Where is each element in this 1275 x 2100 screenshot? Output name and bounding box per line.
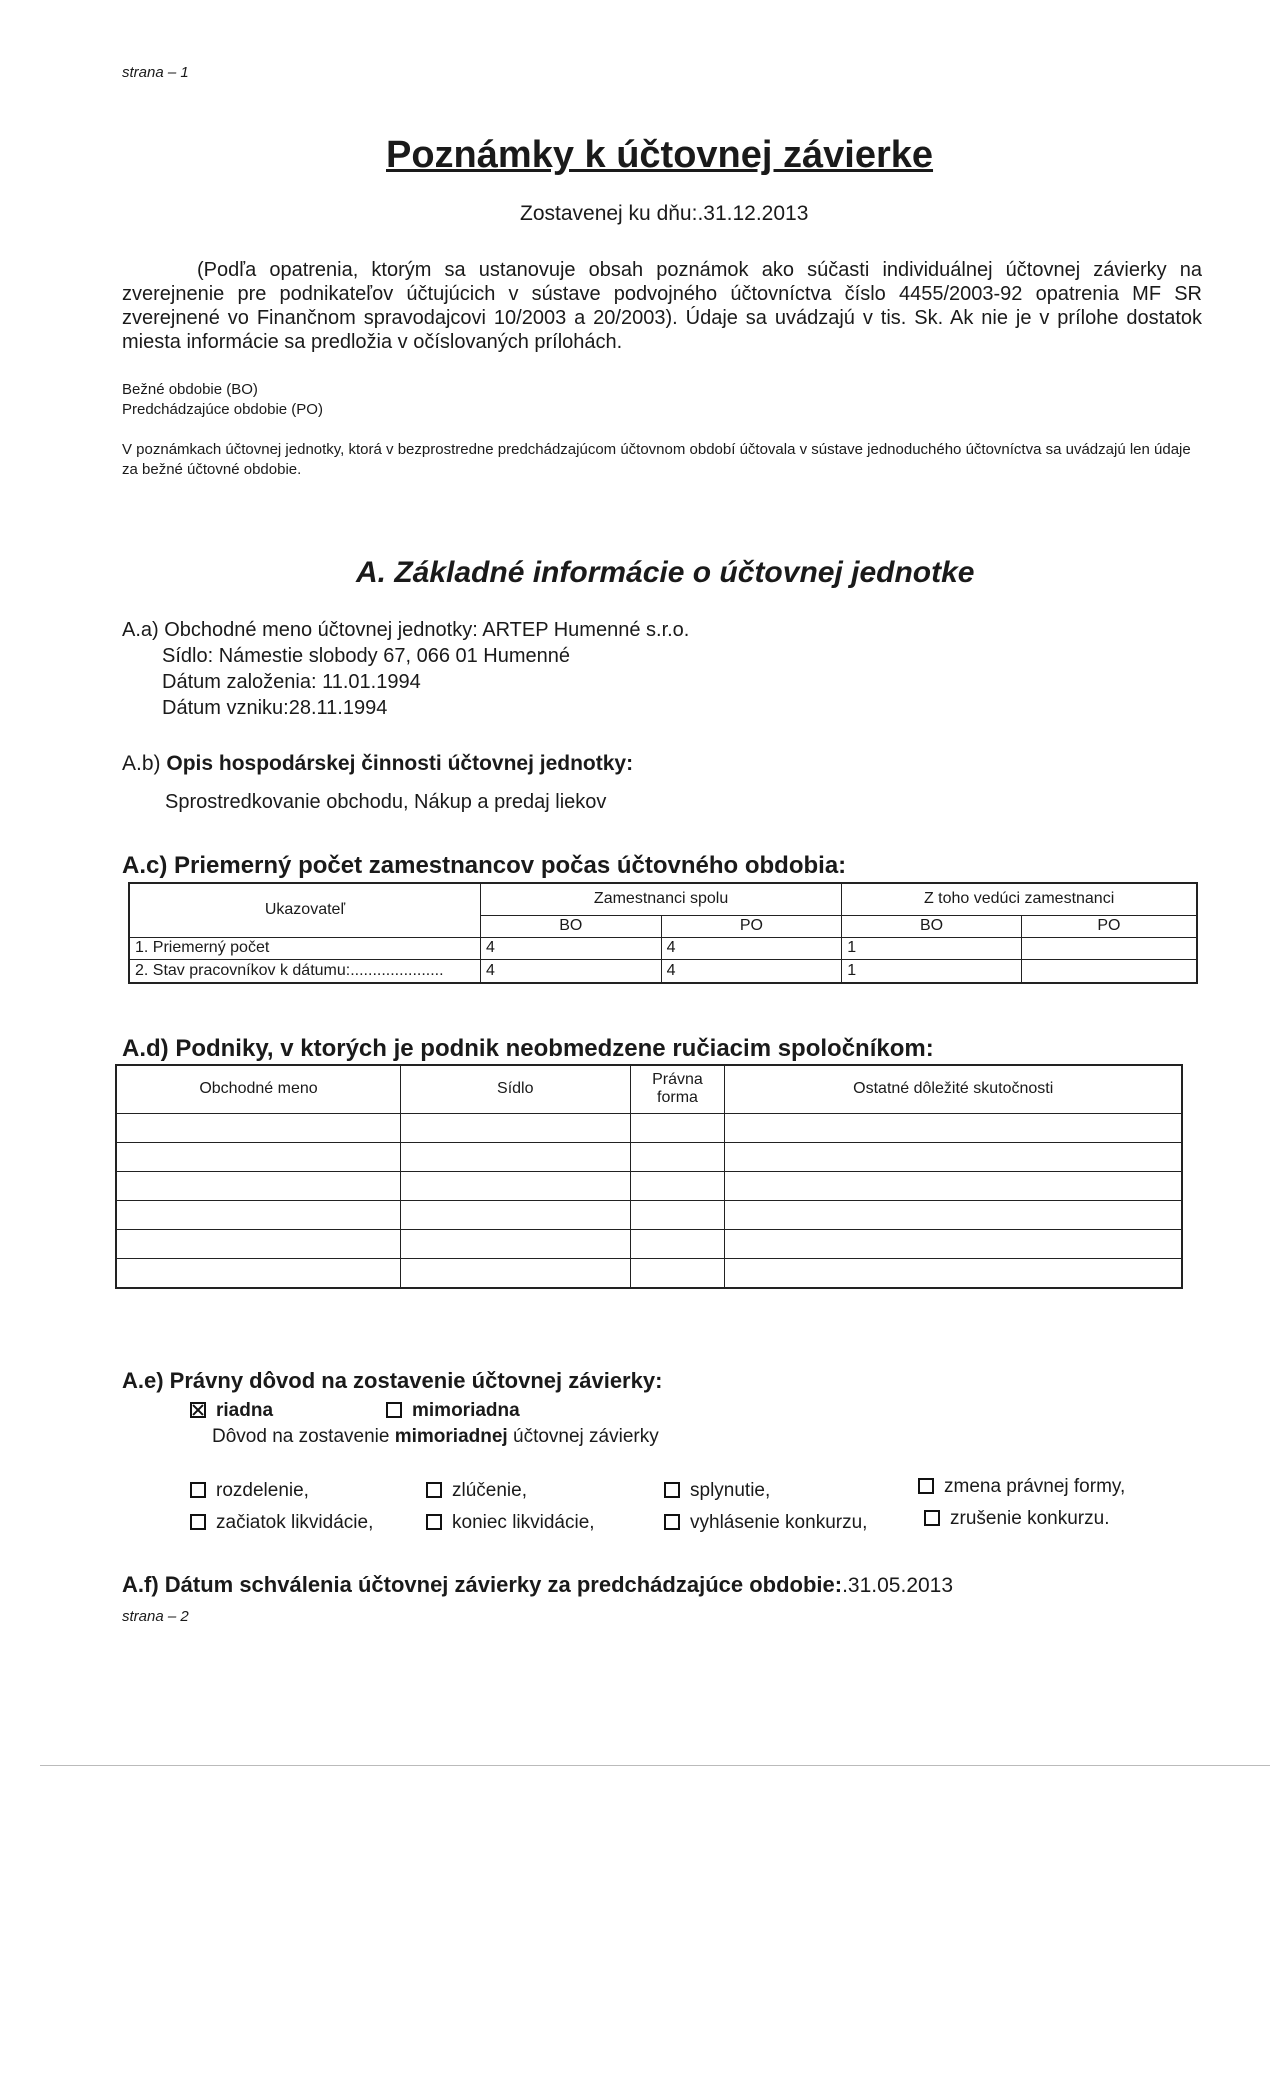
legal-form-change-option[interactable]: zmena právnej formy,: [918, 1476, 1125, 1498]
cell-managers-bo: 1: [842, 937, 1022, 959]
note-paragraph: V poznámkach účtovnej jednotky, ktorá v bezprostredne predchádzajúcom účtovnom období účtovala v sústave jednoduchého účtovníctva sa uvádzajú len údaje za bežné účtovné obdobie.: [122, 441, 1191, 478]
legal-form-change-checkbox[interactable]: [918, 1478, 934, 1494]
total-po-header: PO: [661, 915, 842, 937]
regular-option[interactable]: riadna: [190, 1400, 273, 1422]
table-row: [116, 1113, 1182, 1142]
partnerships-table: [115, 1064, 1183, 1289]
cell-total-po: 4: [661, 959, 842, 983]
total-bo-header: BO: [480, 915, 661, 937]
liquidation-end-option[interactable]: koniec likvidácie,: [426, 1512, 595, 1534]
cell-managers-bo: 1: [842, 959, 1022, 983]
cell-total-bo: 4: [480, 937, 661, 959]
employees-heading: A.c) Priemerný počet zamestnancov počas účtovného obdobia:: [122, 852, 847, 879]
regular-checkbox[interactable]: [190, 1402, 206, 1418]
table-row: [116, 1142, 1182, 1171]
cell-managers-po: [1021, 937, 1197, 959]
table-row: [129, 959, 1197, 983]
page-bottom-rule: [40, 1765, 1270, 1766]
fusion-checkbox[interactable]: [664, 1482, 680, 1498]
partnerships-heading: A.d) Podniky, v ktorých je podnik neobmedzene ručiacim spoločníkom:: [122, 1035, 934, 1062]
bankruptcy-cancel-option[interactable]: zrušenie konkurzu.: [924, 1508, 1109, 1530]
cell-total-po: 4: [661, 937, 842, 959]
seat-header: Sídlo: [400, 1065, 630, 1113]
page-title: Poznámky k účtovnej závierke: [386, 134, 934, 176]
extraordinary-option[interactable]: mimoriadna: [386, 1400, 520, 1422]
managers-po-header: PO: [1021, 915, 1197, 937]
business-activity-text: Sprostredkovanie obchodu, Nákup a predaj liekov: [165, 791, 607, 813]
bankruptcy-checkbox[interactable]: [664, 1514, 680, 1530]
company-seat-line: Sídlo: Námestie slobody 67, 066 01 Humenné: [162, 645, 571, 667]
business-activity-heading: A.b) Opis hospodárskej činnosti účtovnej jednotky:: [122, 752, 634, 775]
legend-block: [122, 380, 323, 420]
approval-date-line: A.f) Dátum schválenia účtovnej závierky za predchádzajúce obdobie:.31.05.2013: [122, 1572, 954, 1597]
page-number-2: strana – 2: [122, 1608, 189, 1625]
intro-paragraph: (Podľa opatrenia, ktorým sa ustanovuje obsah poznámok ako súčasti individuálnej účtovnej závierky na zverejnenie pre podnikateľov účtujúcich v sústave podvojného účtovníctva číslo 4455/2003-92 opatrenia MF SR zverejnené vo Finančnom spravodajcovi 10/2003 a 20/2003). Údaje sa uvádzajú v tis. Sk. Ak nie je v prílohe dostatok miesta informácie sa predložia v očíslovaných prílohách.: [122, 259, 1202, 353]
table-row: [116, 1200, 1182, 1229]
other-facts-header: Ostatné dôležité skutočnosti: [725, 1065, 1182, 1113]
founding-date-line: Dátum založenia: 11.01.1994: [162, 671, 421, 693]
row-label: 1. Priemerný počet: [129, 937, 480, 959]
table-row: [116, 1229, 1182, 1258]
merge-checkbox[interactable]: [426, 1482, 442, 1498]
table-row: [129, 937, 1197, 959]
managers-header: Z toho vedúci zamestnanci: [842, 883, 1197, 915]
page-number-1: strana – 1: [122, 64, 189, 81]
fusion-option[interactable]: splynutie,: [664, 1480, 770, 1502]
row-label: 2. Stav pracovníkov k dátumu:.....................: [129, 959, 480, 983]
legal-form-header: Právna forma: [630, 1065, 725, 1113]
cell-managers-po: [1021, 959, 1197, 983]
managers-bo-header: BO: [842, 915, 1022, 937]
liquidation-start-checkbox[interactable]: [190, 1514, 206, 1530]
company-name-header: Obchodné meno: [116, 1065, 400, 1113]
employees-table: [128, 882, 1198, 984]
split-option[interactable]: rozdelenie,: [190, 1480, 309, 1502]
legend-current-period: Bežné obdobie (BO): [122, 381, 258, 398]
bankruptcy-cancel-checkbox[interactable]: [924, 1510, 940, 1526]
cell-total-bo: 4: [480, 959, 661, 983]
merge-option[interactable]: zlúčenie,: [426, 1480, 527, 1502]
liquidation-start-option[interactable]: začiatok likvidácie,: [190, 1512, 373, 1534]
legal-reason-heading: A.e) Právny dôvod na zostavenie účtovnej závierky:: [122, 1368, 663, 1393]
compiled-date: Zostavenej ku dňu:.31.12.2013: [520, 202, 809, 225]
liquidation-end-checkbox[interactable]: [426, 1514, 442, 1530]
incorporation-date-line: Dátum vzniku:28.11.1994: [162, 697, 388, 719]
total-employees-header: Zamestnanci spolu: [480, 883, 841, 915]
extraordinary-checkbox[interactable]: [386, 1402, 402, 1418]
legend-previous-period: Predchádzajúce obdobie (PO): [122, 401, 323, 418]
section-a-title: A. Základné informácie o účtovnej jednotke: [356, 556, 975, 589]
table-row: [116, 1171, 1182, 1200]
extraordinary-reason-label: Dôvod na zostavenie mimoriadnej účtovnej závierky: [212, 1426, 659, 1447]
bankruptcy-option[interactable]: vyhlásenie konkurzu,: [664, 1512, 867, 1534]
company-name-line: A.a) Obchodné meno účtovnej jednotky: ARTEP Humenné s.r.o.: [122, 619, 690, 641]
indicator-header: Ukazovateľ: [129, 883, 480, 937]
split-checkbox[interactable]: [190, 1482, 206, 1498]
table-row: [116, 1258, 1182, 1288]
